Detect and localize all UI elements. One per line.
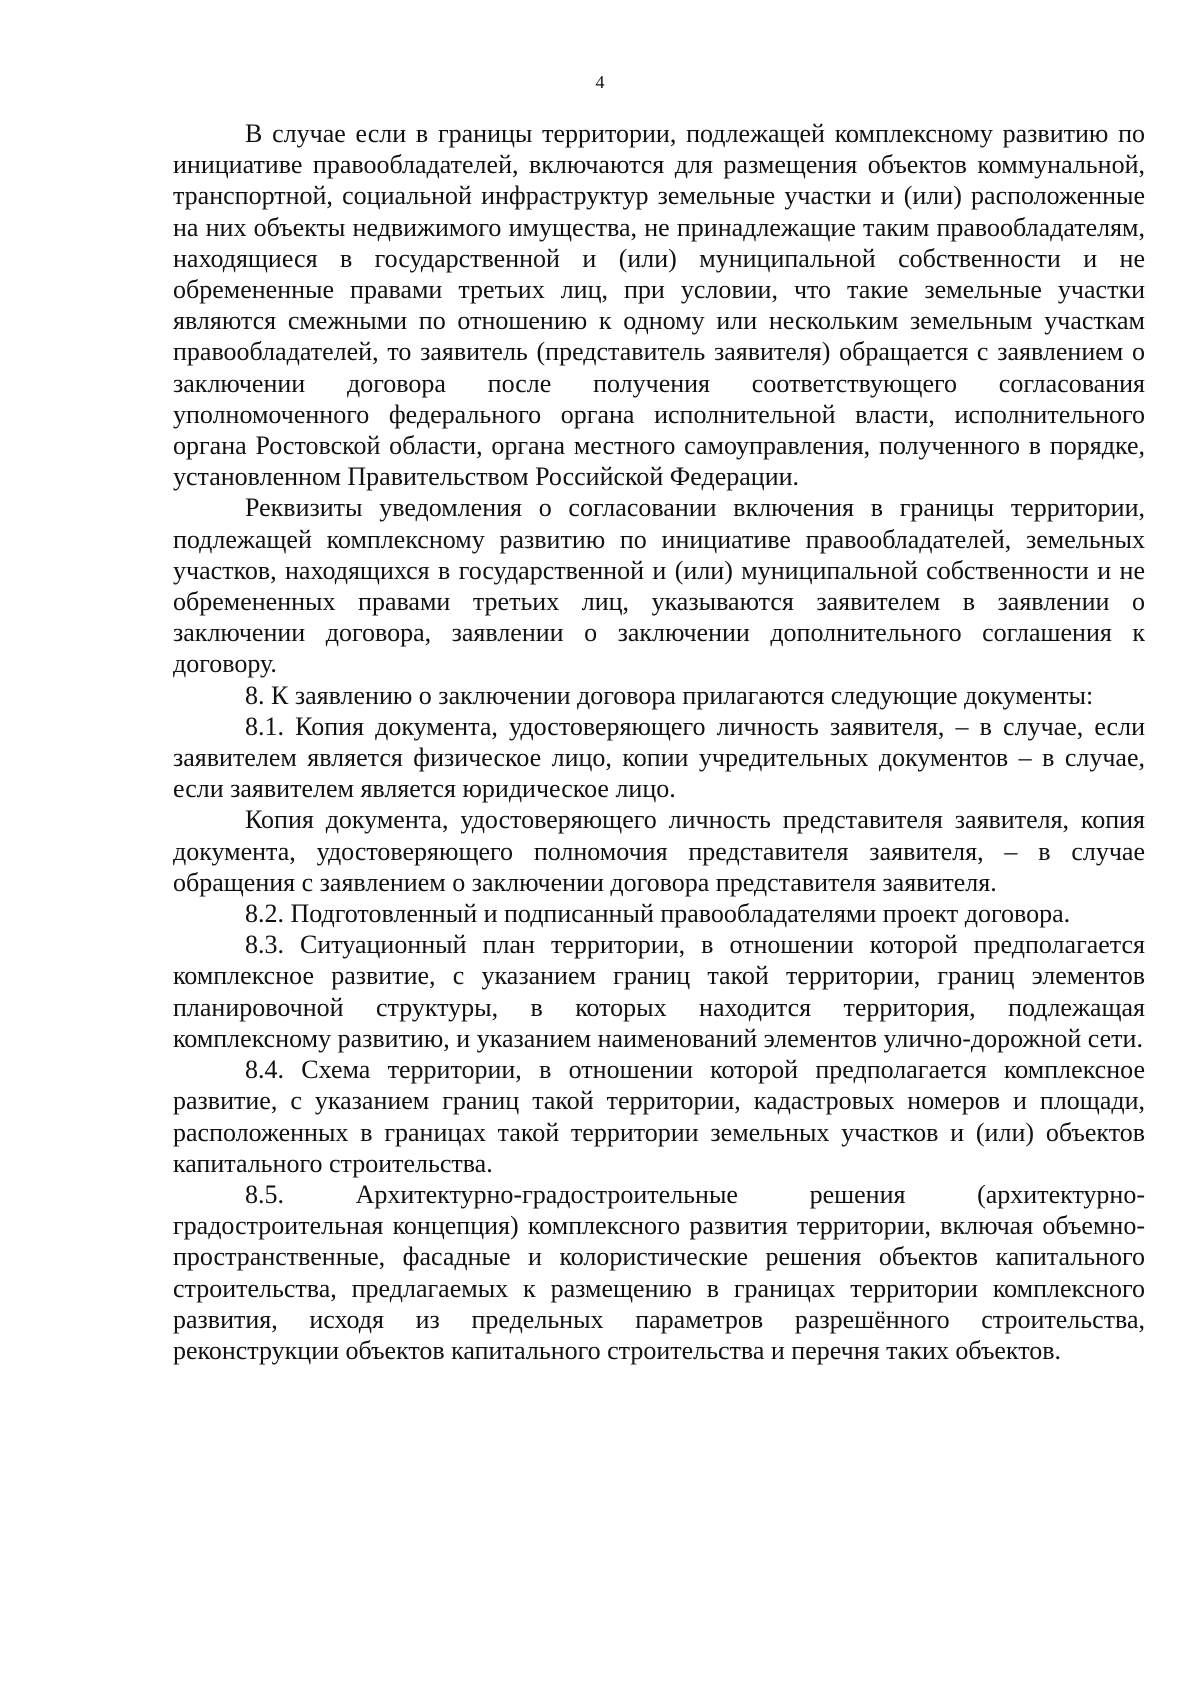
paragraph-item-8-2: 8.2. Подготовленный и подписанный правообладателями проект договора.	[245, 899, 1071, 929]
paragraph-notification-details: Реквизиты уведомления о согласовании включения в границы территории, подлежащей комплексному развитию по инициативе правообладателей, земельных участков, находящихся в государственной и (или) муниципальной собственности и не обремененных правами третьих лиц, указываются заявителем в заявлении о заключении договора, заявлении о заключении дополнительного соглашения к договору.	[173, 493, 1145, 679]
paragraph-representative-copy: Копия документа, удостоверяющего личность представителя заявителя, копия документа, удостоверяющего полномочия представителя заявителя, – в случае обращения с заявлением о заключении договора представителя заявителя.	[173, 805, 1145, 897]
document-body	[173, 118, 1145, 1366]
page-number: 4	[595, 72, 605, 92]
paragraph-item-8-4: 8.4. Схема территории, в отношении которой предполагается комплексное развитие, с указанием границ такой территории, кадастровых номеров и площади, расположенных в границах такой территории земельных участков и (или) объектов капитального строительства.	[173, 1055, 1145, 1178]
paragraph-item-8-1: 8.1. Копия документа, удостоверяющего личность заявителя, – в случае, если заявителем является физическое лицо, копии учредительных документов – в случае, если заявителем является юридическое лицо.	[173, 711, 1145, 804]
paragraph-item-8-5: 8.5. Архитектурно-градостроительные решения (архитектурно-градостроительная концепция) комплексного развития территории, включая объемно-пространственные, фасадные и колористические решения объектов капитального строительства, предлагаемых к размещению в границах территории комплексного развития, исходя из предельных параметров разрешённого строительства, реконструкции объектов капитального строительства и перечня таких объектов.	[173, 1179, 1145, 1365]
paragraph-item-8: 8. К заявлению о заключении договора прилагаются следующие документы:	[245, 680, 1094, 710]
paragraph-boundaries-inclusion: В случае если в границы территории, подлежащей комплексному развитию по инициативе правообладателей, включаются для размещения объектов коммунальной, транспортной, социальной инфраструктур земельные участки и (или) расположенные на них объекты недвижимого имущества, не принадлежащие таким правообладателям, находящиеся в государственной и (или) муниципальной собственности и не обремененные правами третьих лиц, при условии, что такие земельные участки являются смежными по отношению к одному или нескольким земельным участкам правообладателей, то заявитель (представитель заявителя) обращается с заявлением о заключении договора после получения соответствующего согласования уполномоченного федерального органа исполнительной власти, исполнительного органа Ростовской области, органа местного самоуправления, полученного в порядке, установленном Правительством Российской Федерации.	[173, 119, 1145, 492]
paragraph-item-8-3: 8.3. Ситуационный план территории, в отношении которой предполагается комплексное развитие, с указанием границ такой территории, границ элементов планировочной структуры, в которых находится территория, подлежащая комплексному развитию, и указанием наименований элементов улично-дорожной сети.	[173, 930, 1145, 1053]
